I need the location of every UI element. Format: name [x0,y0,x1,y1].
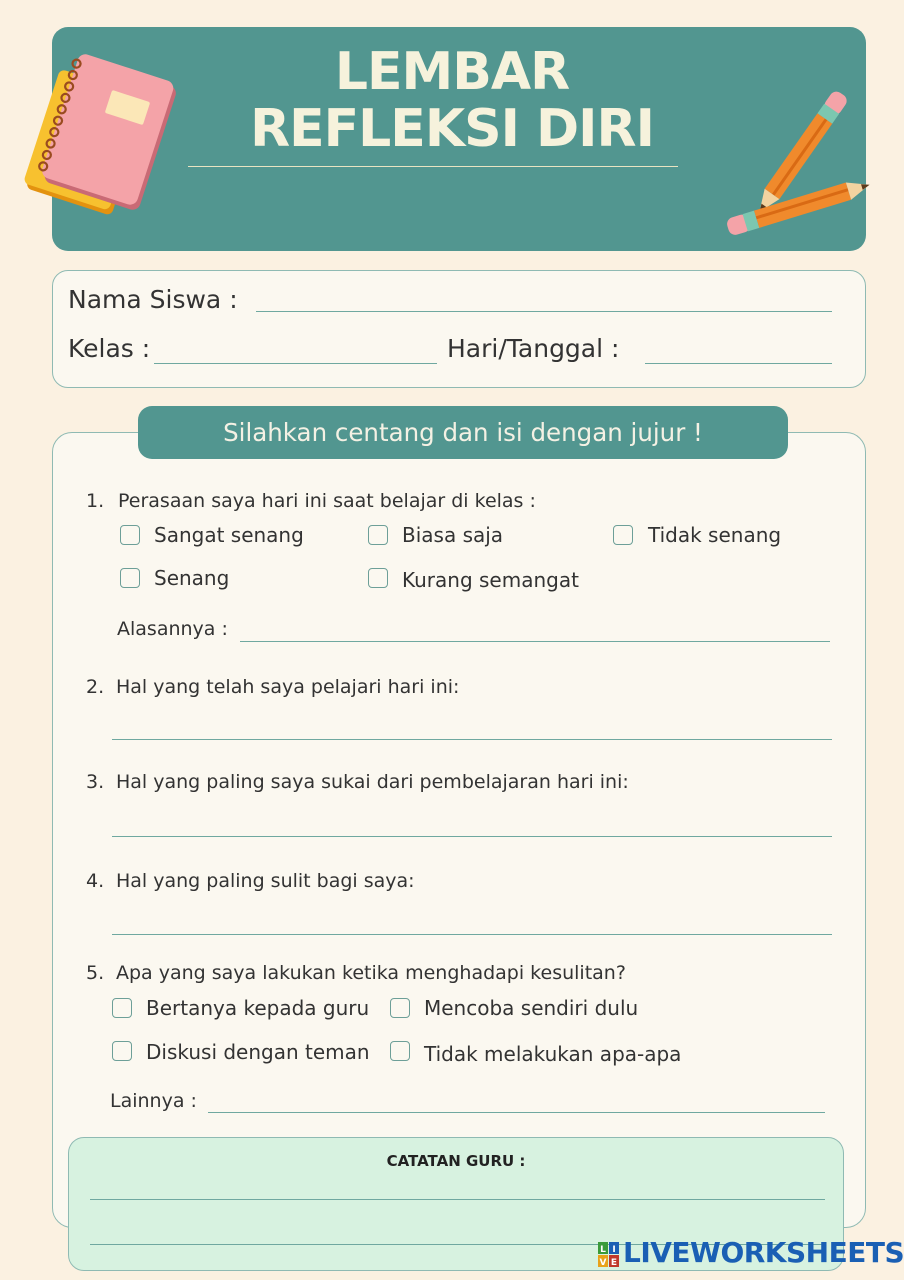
class-label: Kelas : [68,334,151,363]
question-4-number: 4. [86,870,105,892]
option-label: Diskusi dengan teman [146,1040,370,1064]
logo-letter: L [600,1245,606,1255]
date-label: Hari/Tanggal : [447,334,620,363]
checkbox-sangat-senang[interactable] [120,525,140,545]
option-label: Tidak melakukan apa-apa [424,1042,682,1066]
student-name-label: Nama Siswa : [68,285,238,314]
option-label: Sangat senang [154,523,304,547]
checkbox-bertanya-guru[interactable] [112,998,132,1018]
logo-letter: I [612,1245,616,1255]
question-3-number: 3. [86,771,105,793]
title-underline [188,166,678,167]
question-5-text: Apa yang saya lakukan ketika menghadapi kesulitan? [116,962,626,984]
question-1-number: 1. [86,490,105,512]
question-1-text: Perasaan saya hari ini saat belajar di kelas : [118,490,536,512]
checkbox-tidak-melakukan[interactable] [390,1041,410,1061]
teacher-notes-title: CATATAN GURU : [386,1152,526,1170]
question-3-answer-field[interactable] [112,836,832,837]
checkbox-tidak-senang[interactable] [613,525,633,545]
pencil-icon [710,76,880,246]
checkbox-biasa-saja[interactable] [368,525,388,545]
instruction-banner: Silahkan centang dan isi dengan jujur ! [138,406,788,459]
question-4-answer-field[interactable] [112,934,832,935]
date-field[interactable] [645,363,832,364]
checkbox-senang[interactable] [120,568,140,588]
question-4-text: Hal yang paling sulit bagi saya: [116,870,415,892]
class-field[interactable] [154,363,437,364]
option-label: Kurang semangat [402,568,579,592]
page-title-line1: LEMBAR [334,42,570,102]
checkbox-kurang-semangat[interactable] [368,568,388,588]
liveworksheets-logo-icon [598,1242,620,1268]
notebook-icon [14,52,182,228]
question-5-number: 5. [86,962,105,984]
question-2-text: Hal yang telah saya pelajari hari ini: [116,676,460,698]
question-3-text: Hal yang paling saya sukai dari pembelajaran hari ini: [116,771,629,793]
page-title-line2: REFLEKSI DIRI [250,99,654,159]
other-label: Lainnya : [110,1090,197,1112]
option-label: Tidak senang [648,523,782,547]
option-label: Senang [154,566,230,590]
question-2-number: 2. [86,676,105,698]
reason-field[interactable] [240,641,830,642]
other-field[interactable] [208,1112,825,1113]
checkbox-mencoba-sendiri[interactable] [390,998,410,1018]
logo-letter: E [610,1258,618,1268]
watermark-text: LIVEWORKSHEETS [623,1236,904,1269]
question-2-answer-field[interactable] [112,739,832,740]
checkbox-diskusi-teman[interactable] [112,1041,132,1061]
reason-label: Alasannya : [117,618,228,640]
option-label: Biasa saja [402,523,504,547]
option-label: Bertanya kepada guru [146,996,370,1020]
logo-letter: V [599,1258,607,1268]
student-name-field[interactable] [256,311,832,312]
teacher-notes-line[interactable] [90,1199,825,1200]
option-label: Mencoba sendiri dulu [424,996,639,1020]
